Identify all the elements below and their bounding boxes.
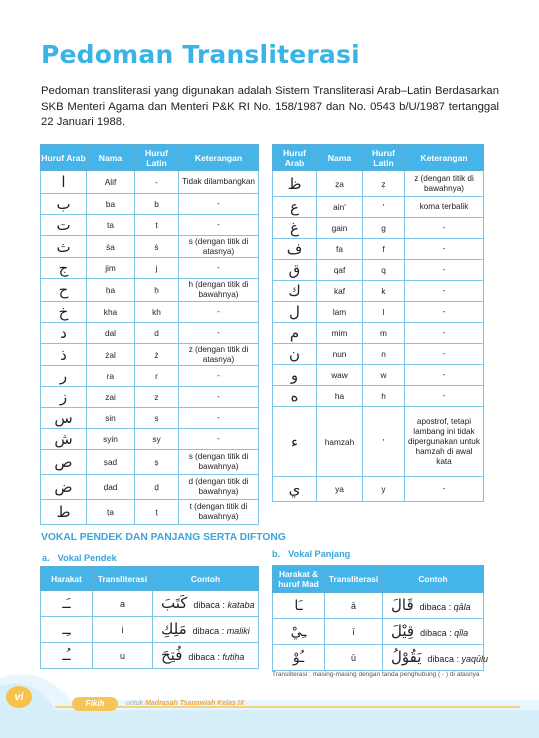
- table-row: [41, 194, 259, 215]
- letter-name: jim: [87, 258, 135, 279]
- vokal-panjang-number: b.: [272, 549, 281, 559]
- letter-note: -: [179, 387, 259, 408]
- latin-letter: ṭ: [135, 500, 179, 525]
- letter-name: ṡa: [87, 236, 135, 258]
- letter-name: dal: [87, 323, 135, 344]
- example-cell: [383, 619, 484, 645]
- latin-letter: ṡ: [135, 236, 179, 258]
- transliterasi-caption: Transliterasi : masing-masing dengan tanda penghubung ( - ) di atasnya: [272, 671, 480, 678]
- table-row: [273, 323, 484, 344]
- example-reading: maliki: [226, 625, 250, 636]
- vokal-pendek-heading: [42, 553, 117, 563]
- header-contoh: Contoh: [383, 566, 484, 593]
- latin-letter: z: [135, 387, 179, 408]
- arabic-letter: د: [41, 323, 87, 344]
- header-nama: Nama: [317, 145, 363, 171]
- letter-name: hamzah: [317, 407, 363, 477]
- latin-letter: g: [363, 218, 405, 239]
- arabic-letter: س: [41, 408, 87, 429]
- letter-note: -: [179, 366, 259, 387]
- arabic-letter: ا: [41, 171, 87, 194]
- arabic-letter: ب: [41, 194, 87, 215]
- table-row: [41, 302, 259, 323]
- latin-letter: j: [135, 258, 179, 279]
- table-row: [41, 617, 259, 643]
- transliteration: i: [93, 617, 153, 643]
- footer-text-prefix: untuk: [126, 700, 146, 707]
- letter-name: mim: [317, 323, 363, 344]
- header-huruf-arab: Huruf Arab: [41, 145, 87, 171]
- table-row: [273, 171, 484, 197]
- latin-letter: r: [135, 366, 179, 387]
- table-row: [273, 197, 484, 218]
- example-arabic: مَلِكِ: [161, 619, 187, 638]
- arabic-letter: و: [273, 365, 317, 386]
- header-transliterasi: Transliterasi: [325, 566, 383, 593]
- letter-note: h (dengan titik di bawahnya): [179, 279, 259, 302]
- transliteration: ū: [325, 645, 383, 671]
- example-arabic: فُتِحَ: [161, 645, 183, 664]
- example-dibaca: dibaca :: [192, 625, 227, 636]
- letter-note: -: [179, 323, 259, 344]
- table-row: [273, 619, 484, 645]
- header-transliterasi: Transliterasi: [93, 567, 153, 591]
- example-dibaca: dibaca :: [188, 651, 223, 662]
- letter-name: ha: [317, 386, 363, 407]
- latin-letter: ': [363, 407, 405, 477]
- latin-letter: s: [135, 408, 179, 429]
- letter-note: koma terbalik: [405, 197, 484, 218]
- arabic-letter: ن: [273, 344, 317, 365]
- letter-name: sin: [87, 408, 135, 429]
- header-harakat: Harakat: [41, 567, 93, 591]
- latin-letter: d: [135, 323, 179, 344]
- footer-text: [126, 700, 244, 707]
- letter-note: d (dengan titik di bawahnya): [179, 475, 259, 500]
- vokal-panjang-title: Vokal Panjang: [288, 549, 351, 559]
- latin-letter: t: [135, 215, 179, 236]
- letter-note: -: [405, 239, 484, 260]
- letter-name: Alif: [87, 171, 135, 194]
- arabic-letter: ض: [41, 475, 87, 500]
- table-row: [273, 218, 484, 239]
- consonant-table-left: [40, 144, 259, 525]
- letter-name: kaf: [317, 281, 363, 302]
- latin-letter: ż: [135, 344, 179, 366]
- arabic-letter: ح: [41, 279, 87, 302]
- arabic-letter: ث: [41, 236, 87, 258]
- page-title: Pedoman Transliterasi: [41, 40, 360, 69]
- example-arabic: قِيْلَ: [391, 621, 415, 640]
- letter-note: -: [179, 258, 259, 279]
- header-harakat-mad: Harakat & huruf Mad: [273, 566, 325, 593]
- letter-name: lam: [317, 302, 363, 323]
- footer-text-highlight: Madrasah Tsanawiah Kelas IX: [145, 700, 245, 707]
- latin-letter: f: [363, 239, 405, 260]
- latin-letter: y: [363, 477, 405, 502]
- table-row: [41, 236, 259, 258]
- latin-letter: ': [363, 197, 405, 218]
- table-row: [41, 215, 259, 236]
- latin-letter: n: [363, 344, 405, 365]
- table-row: [273, 302, 484, 323]
- table-row: [41, 366, 259, 387]
- vokal-panjang-table: [272, 565, 488, 671]
- letter-name: ḍad: [87, 475, 135, 500]
- example-dibaca: dibaca :: [193, 599, 228, 610]
- arabic-letter: ش: [41, 429, 87, 450]
- letter-note: -: [405, 386, 484, 407]
- letter-note: Tidak dilambangkan: [179, 171, 259, 194]
- letter-note: z (dengan titik di atasnya): [179, 344, 259, 366]
- example-reading: qīla: [454, 627, 469, 638]
- harakat-mark: ـِيْ: [273, 619, 325, 645]
- latin-letter: ḍ: [135, 475, 179, 500]
- arabic-letter: خ: [41, 302, 87, 323]
- table-row: [41, 258, 259, 279]
- table-row: [273, 386, 484, 407]
- arabic-letter: ذ: [41, 344, 87, 366]
- vokal-pendek-table: [40, 566, 259, 669]
- letter-name: ṭa: [87, 500, 135, 525]
- latin-letter: h: [363, 386, 405, 407]
- letter-note: -: [405, 218, 484, 239]
- subject-badge: Fikih: [72, 697, 118, 711]
- table-row: [41, 323, 259, 344]
- table-row: [41, 171, 259, 194]
- vokal-pendek-body: [41, 591, 259, 669]
- header-huruf-arab: Huruf Arab: [273, 145, 317, 171]
- arabic-letter: ف: [273, 239, 317, 260]
- transliteration: ā: [325, 593, 383, 619]
- letter-note: -: [179, 408, 259, 429]
- letter-name: ta: [87, 215, 135, 236]
- transliteration: u: [93, 643, 153, 669]
- latin-letter: kh: [135, 302, 179, 323]
- example-reading: kataba: [227, 599, 255, 610]
- consonant-table-right-body: [273, 171, 484, 502]
- arabic-letter: م: [273, 323, 317, 344]
- table-row: [41, 450, 259, 475]
- letter-note: apostrof, tetapi lambang ini tidak dipergunakan untuk hamzah di awal kata: [405, 407, 484, 477]
- letter-note: -: [405, 260, 484, 281]
- letter-name: zai: [87, 387, 135, 408]
- harakat-mark: ـُوْ: [273, 645, 325, 671]
- transliteration: ī: [325, 619, 383, 645]
- letter-note: -: [179, 194, 259, 215]
- header-nama: Nama: [87, 145, 135, 171]
- arabic-letter: ط: [41, 500, 87, 525]
- letter-name: żal: [87, 344, 135, 366]
- header-huruf-latin: Huruf Latin: [135, 145, 179, 171]
- letter-name: kha: [87, 302, 135, 323]
- header-keterangan: Keterangan: [405, 145, 484, 171]
- letter-note: t (dengan titik di bawahnya): [179, 500, 259, 525]
- table-row: [273, 365, 484, 386]
- table-row: [273, 593, 484, 619]
- vokal-pendek-number: a.: [42, 553, 50, 563]
- arabic-letter: ق: [273, 260, 317, 281]
- header-huruf-latin: Huruf Latin: [363, 145, 405, 171]
- example-arabic: قَالَ: [391, 595, 414, 614]
- arabic-letter: ج: [41, 258, 87, 279]
- letter-name: ain': [317, 197, 363, 218]
- latin-letter: q: [363, 260, 405, 281]
- arabic-letter: ل: [273, 302, 317, 323]
- letter-note: z (dengan titik di bawahnya): [405, 171, 484, 197]
- table-row: [41, 408, 259, 429]
- letter-note: -: [405, 281, 484, 302]
- letter-name: qaf: [317, 260, 363, 281]
- table-row: [41, 591, 259, 617]
- letter-name: gain: [317, 218, 363, 239]
- harakat-mark: ـَـ: [41, 591, 93, 617]
- arabic-letter: غ: [273, 218, 317, 239]
- latin-letter: ṣ: [135, 450, 179, 475]
- table-row: [41, 475, 259, 500]
- header-contoh: Contoh: [153, 567, 259, 591]
- letter-note: -: [405, 477, 484, 502]
- letter-name: ba: [87, 194, 135, 215]
- letter-note: -: [405, 302, 484, 323]
- example-dibaca: dibaca :: [420, 627, 455, 638]
- letter-name: nun: [317, 344, 363, 365]
- table-row: [41, 387, 259, 408]
- latin-letter: sy: [135, 429, 179, 450]
- example-arabic: يَقُوْلُ: [391, 647, 422, 666]
- letter-note: -: [405, 344, 484, 365]
- table-row: [273, 281, 484, 302]
- arabic-letter: ز: [41, 387, 87, 408]
- harakat-mark: ـُـ: [41, 643, 93, 669]
- table-row: [273, 407, 484, 477]
- table-row: [273, 344, 484, 365]
- latin-letter: l: [363, 302, 405, 323]
- letter-note: -: [179, 302, 259, 323]
- letter-note: s (dengan titik di atasnya): [179, 236, 259, 258]
- arabic-letter: ع: [273, 197, 317, 218]
- example-arabic: كَتَبَ: [161, 593, 188, 612]
- latin-letter: ḥ: [135, 279, 179, 302]
- letter-name: ḥa: [87, 279, 135, 302]
- header-keterangan: Keterangan: [179, 145, 259, 171]
- letter-name: waw: [317, 365, 363, 386]
- letter-name: syin: [87, 429, 135, 450]
- table-row: [41, 429, 259, 450]
- table-row: [41, 344, 259, 366]
- example-cell: [383, 593, 484, 619]
- letter-name: ra: [87, 366, 135, 387]
- letter-name: ṣad: [87, 450, 135, 475]
- arabic-letter: ص: [41, 450, 87, 475]
- letter-note: -: [179, 429, 259, 450]
- example-reading: yaqūlu: [461, 653, 488, 664]
- arabic-letter: ك: [273, 281, 317, 302]
- letter-name: ẓa: [317, 171, 363, 197]
- harakat-mark: ـِـ: [41, 617, 93, 643]
- vokal-panjang-body: [273, 593, 488, 671]
- letter-note: -: [405, 323, 484, 344]
- table-row: [41, 500, 259, 525]
- arabic-letter: ت: [41, 215, 87, 236]
- example-dibaca: dibaca :: [427, 653, 462, 664]
- letter-name: fa: [317, 239, 363, 260]
- vokal-panjang-heading: [272, 549, 350, 559]
- letter-note: -: [179, 215, 259, 236]
- table-row: [41, 279, 259, 302]
- arabic-letter: ه: [273, 386, 317, 407]
- example-cell: [153, 591, 259, 617]
- letter-note: -: [405, 365, 484, 386]
- intro-paragraph: Pedoman transliterasi yang digunakan adalah Sistem Transliterasi Arab–Latin Berdasarkan SKB Menteri Agama dan Menteri P&K RI No. 158/1987 dan No. 0543 b/U/1987 tertanggal 22 Januari 1988.: [41, 85, 499, 128]
- arabic-letter: ظ: [273, 171, 317, 197]
- arabic-letter: ر: [41, 366, 87, 387]
- consonant-table-right: [272, 144, 484, 502]
- letter-note: s (dengan titik di bawahnya): [179, 450, 259, 475]
- latin-letter: -: [135, 171, 179, 194]
- example-dibaca: dibaca :: [419, 601, 454, 612]
- table-row: [273, 239, 484, 260]
- arabic-letter: ء: [273, 407, 317, 477]
- harakat-mark: ـَا: [273, 593, 325, 619]
- consonant-table-left-body: [41, 171, 259, 525]
- letter-name: ya: [317, 477, 363, 502]
- latin-letter: w: [363, 365, 405, 386]
- vokal-section-title: VOKAL PENDEK DAN PANJANG SERTA DIFTONG: [41, 532, 286, 543]
- latin-letter: k: [363, 281, 405, 302]
- latin-letter: m: [363, 323, 405, 344]
- example-reading: qāla: [453, 601, 471, 612]
- transliteration: a: [93, 591, 153, 617]
- example-reading: futiḥa: [222, 651, 245, 662]
- latin-letter: b: [135, 194, 179, 215]
- example-cell: [153, 617, 259, 643]
- arabic-letter: ي: [273, 477, 317, 502]
- table-row: [273, 477, 484, 502]
- latin-letter: ẓ: [363, 171, 405, 197]
- vokal-pendek-title: Vokal Pendek: [57, 553, 117, 563]
- table-row: [273, 260, 484, 281]
- page-number-badge: vi: [6, 686, 32, 708]
